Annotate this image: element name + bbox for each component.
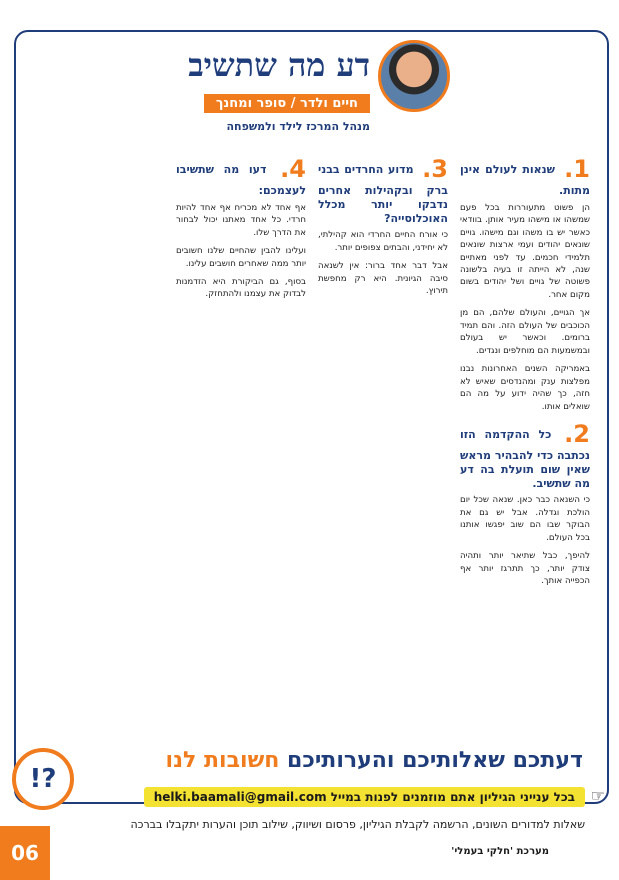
column-1 [460, 148, 590, 748]
paragraph: להיפך, כבל שתיאר יותר ותהיה צודק יותר, כך תתרגז יותר אף הכפייה אותך. [460, 551, 590, 586]
paragraph: כי אורח החיים החרדי הוא קהילתי, לא יחידני, והבתים צפופים יותר. [318, 230, 448, 253]
section-title: כל ההקדמה הזו נכתבה כדי להבהיר מראש שאין שום תועלת בה דע מה שתשיב. [460, 428, 590, 490]
page-title: דע מה שתשיב [188, 46, 370, 84]
editorial-credit: מערכת 'חלקי בעמלי' [451, 846, 549, 857]
section-number: 2. [564, 420, 590, 448]
section-heading-3 [318, 154, 448, 225]
section-title: שנאות לעולם אינן מתות. [460, 163, 590, 197]
section-number: 1. [564, 155, 590, 183]
author-byline: חיים ולדר / סופר ומחנך [204, 94, 370, 113]
section-number: 3. [422, 155, 448, 183]
contact-text: בכל ענייני הגיליון אתם מוזמנים לפנות במייל [330, 790, 575, 804]
article-header [170, 40, 450, 136]
paragraph: כי השנאה כבר כאן. שנאה שכל יום הולכת וגדלה. אבל יש גם את הבוקר שבו הם שוב יפגשו אותנו בכל העולם. [460, 495, 590, 543]
pointing-hand-icon: ☞ [590, 786, 605, 805]
section-heading-1 [460, 154, 590, 198]
email-link[interactable]: helki.baamali@gmail.com [153, 790, 327, 804]
section-title: דעו מה שתשיבו לעצמכם: [176, 163, 306, 197]
paragraph: אבל דבר אחד ברור: אין לשנאה סיבה הגיונית. היא רק מחפשת תירוץ. [318, 261, 448, 297]
page-number: 06 [0, 826, 50, 880]
article-columns [30, 148, 590, 748]
paragraph: ועלינו להבין שהחיים שלנו חשובים יותר ממה שאחרים חושבים עלינו. [176, 246, 306, 269]
column-2 [318, 148, 448, 748]
section-title: מדוע החרדים בבני ברק ובקהילות אחרים נדבקו יותר מכלל האוכלוסייה? [318, 163, 448, 225]
paragraph: בסוף, גם הביקורת היא הזדמנות לבדוק את עצמנו ולהתחזק. [176, 277, 306, 300]
feedback-title [166, 748, 583, 773]
feedback-title-accent: חשובות לנו [165, 748, 280, 773]
info-line: שאלות למדורים השונים, הרשמה לקבלת הגיליון, פרסום ושיווק, שילוב תוכן והערות יתקבלו בברכה [130, 818, 585, 831]
paragraph: אך הגויים, והעולם שלהם, הם מן הכוכבים של העולם הזה. והם תמיד ברומים. וכאשר יש בעולם ובמשמעות הם מוחלפים ונגדים. [460, 308, 590, 356]
section-heading-2 [460, 419, 590, 490]
author-role: מנהל המרכז לילד ולמשפחה [226, 120, 370, 133]
contact-bar [144, 787, 585, 807]
section-heading-4 [176, 154, 306, 198]
paragraph: אף אחד לא מכריח אף אחד להיות חרדי. כל אחד מאתנו יכול לבחור את הדרך שלו. [176, 202, 306, 238]
section-number: 4. [280, 155, 306, 183]
column-3 [176, 148, 306, 748]
feedback-title-main: דעתכם שאלותיכם והערותיכם [279, 748, 583, 773]
paragraph: הן פשוט מתעוררות בכל פעם שמשהו או מישהו מעיר אותן. בוודאי כאשר יש בו משהו וגם מישהו. גויים שונאים יהודים ועמי ארצות שונאים תלמידי חכמים. עד לפני מאתיים שנה, לא הייתה זו בעיה בלשונה פשוטה של גויים ושל יהודים בשום מקום אחר. [460, 202, 590, 300]
question-exclamation-icon: ?! [12, 748, 74, 810]
author-avatar [378, 40, 450, 112]
paragraph: באמריקה השנים האחרונות נבנו מפלצות ענק ומהנדסים שאיש לא חזה, כך שהיה ידוע על מה הם שואלים אותו. [460, 364, 590, 412]
